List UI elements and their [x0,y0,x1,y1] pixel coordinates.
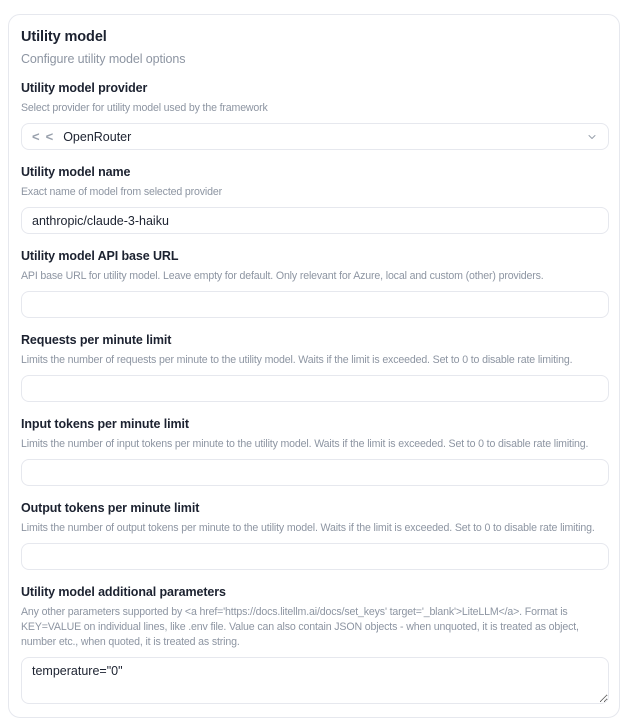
field-label: Utility model additional parameters [21,585,226,599]
utility-model-additional-parameters-textarea[interactable] [21,657,609,704]
field-description: Limits the number of requests per minute to the utility model. Waits if the limit is exceeded. Set to 0 to disable rate limiting. [21,354,573,366]
field-output-tokens-per-minute-limit [21,501,607,570]
field-label: Utility model API base URL [21,249,179,263]
chevron-down-icon [586,131,598,143]
field-utility-model-api-base-url [21,249,607,318]
field-label: Requests per minute limit [21,333,172,347]
field-description: API base URL for utility model. Leave empty for default. Only relevant for Azure, local and custom (other) providers. [21,270,544,282]
utility-model-provider-select[interactable] [21,123,609,150]
field-utility-model-name [21,165,607,234]
field-label: Input tokens per minute limit [21,417,189,431]
input-tokens-per-minute-limit-input[interactable] [21,459,609,486]
field-description: Any other parameters supported by <a href='https://docs.litellm.ai/docs/set_keys' target='_blank'>LiteLLM</a>. Format is KEY=VALUE on individual lines, like .env file. Value can also contain JSON objects - when unquoted, it is treated as object, number etc., when quoted, it is treated as string. [21,606,579,648]
requests-per-minute-limit-input[interactable] [21,375,609,402]
utility-model-name-input[interactable] [21,207,609,234]
utility-model-api-base-url-input[interactable] [21,291,609,318]
field-label: Output tokens per minute limit [21,501,200,515]
output-tokens-per-minute-limit-input[interactable] [21,543,609,570]
field-description: Exact name of model from selected provider [21,186,222,198]
page-title: Utility model [21,29,107,45]
field-label: Utility model provider [21,81,148,95]
utility-model-settings-card [8,14,620,718]
field-utility-model-additional-parameters [21,585,607,704]
field-input-tokens-per-minute-limit [21,417,607,486]
field-utility-model-provider [21,81,607,150]
field-description: Limits the number of input tokens per minute to the utility model. Waits if the limit is exceeded. Set to 0 to disable rate limiting. [21,438,589,450]
field-description: Limits the number of output tokens per minute to the utility model. Waits if the limit is exceeded. Set to 0 to disable rate limiting. [21,522,595,534]
page-subtitle: Configure utility model options [21,52,186,66]
selected-provider-label: OpenRouter [63,129,132,144]
field-label: Utility model name [21,165,131,179]
provider-icon: < [32,129,40,144]
field-description: Select provider for utility model used by the framework [21,102,268,114]
field-requests-per-minute-limit [21,333,607,402]
provider-icon: < [45,129,54,144]
